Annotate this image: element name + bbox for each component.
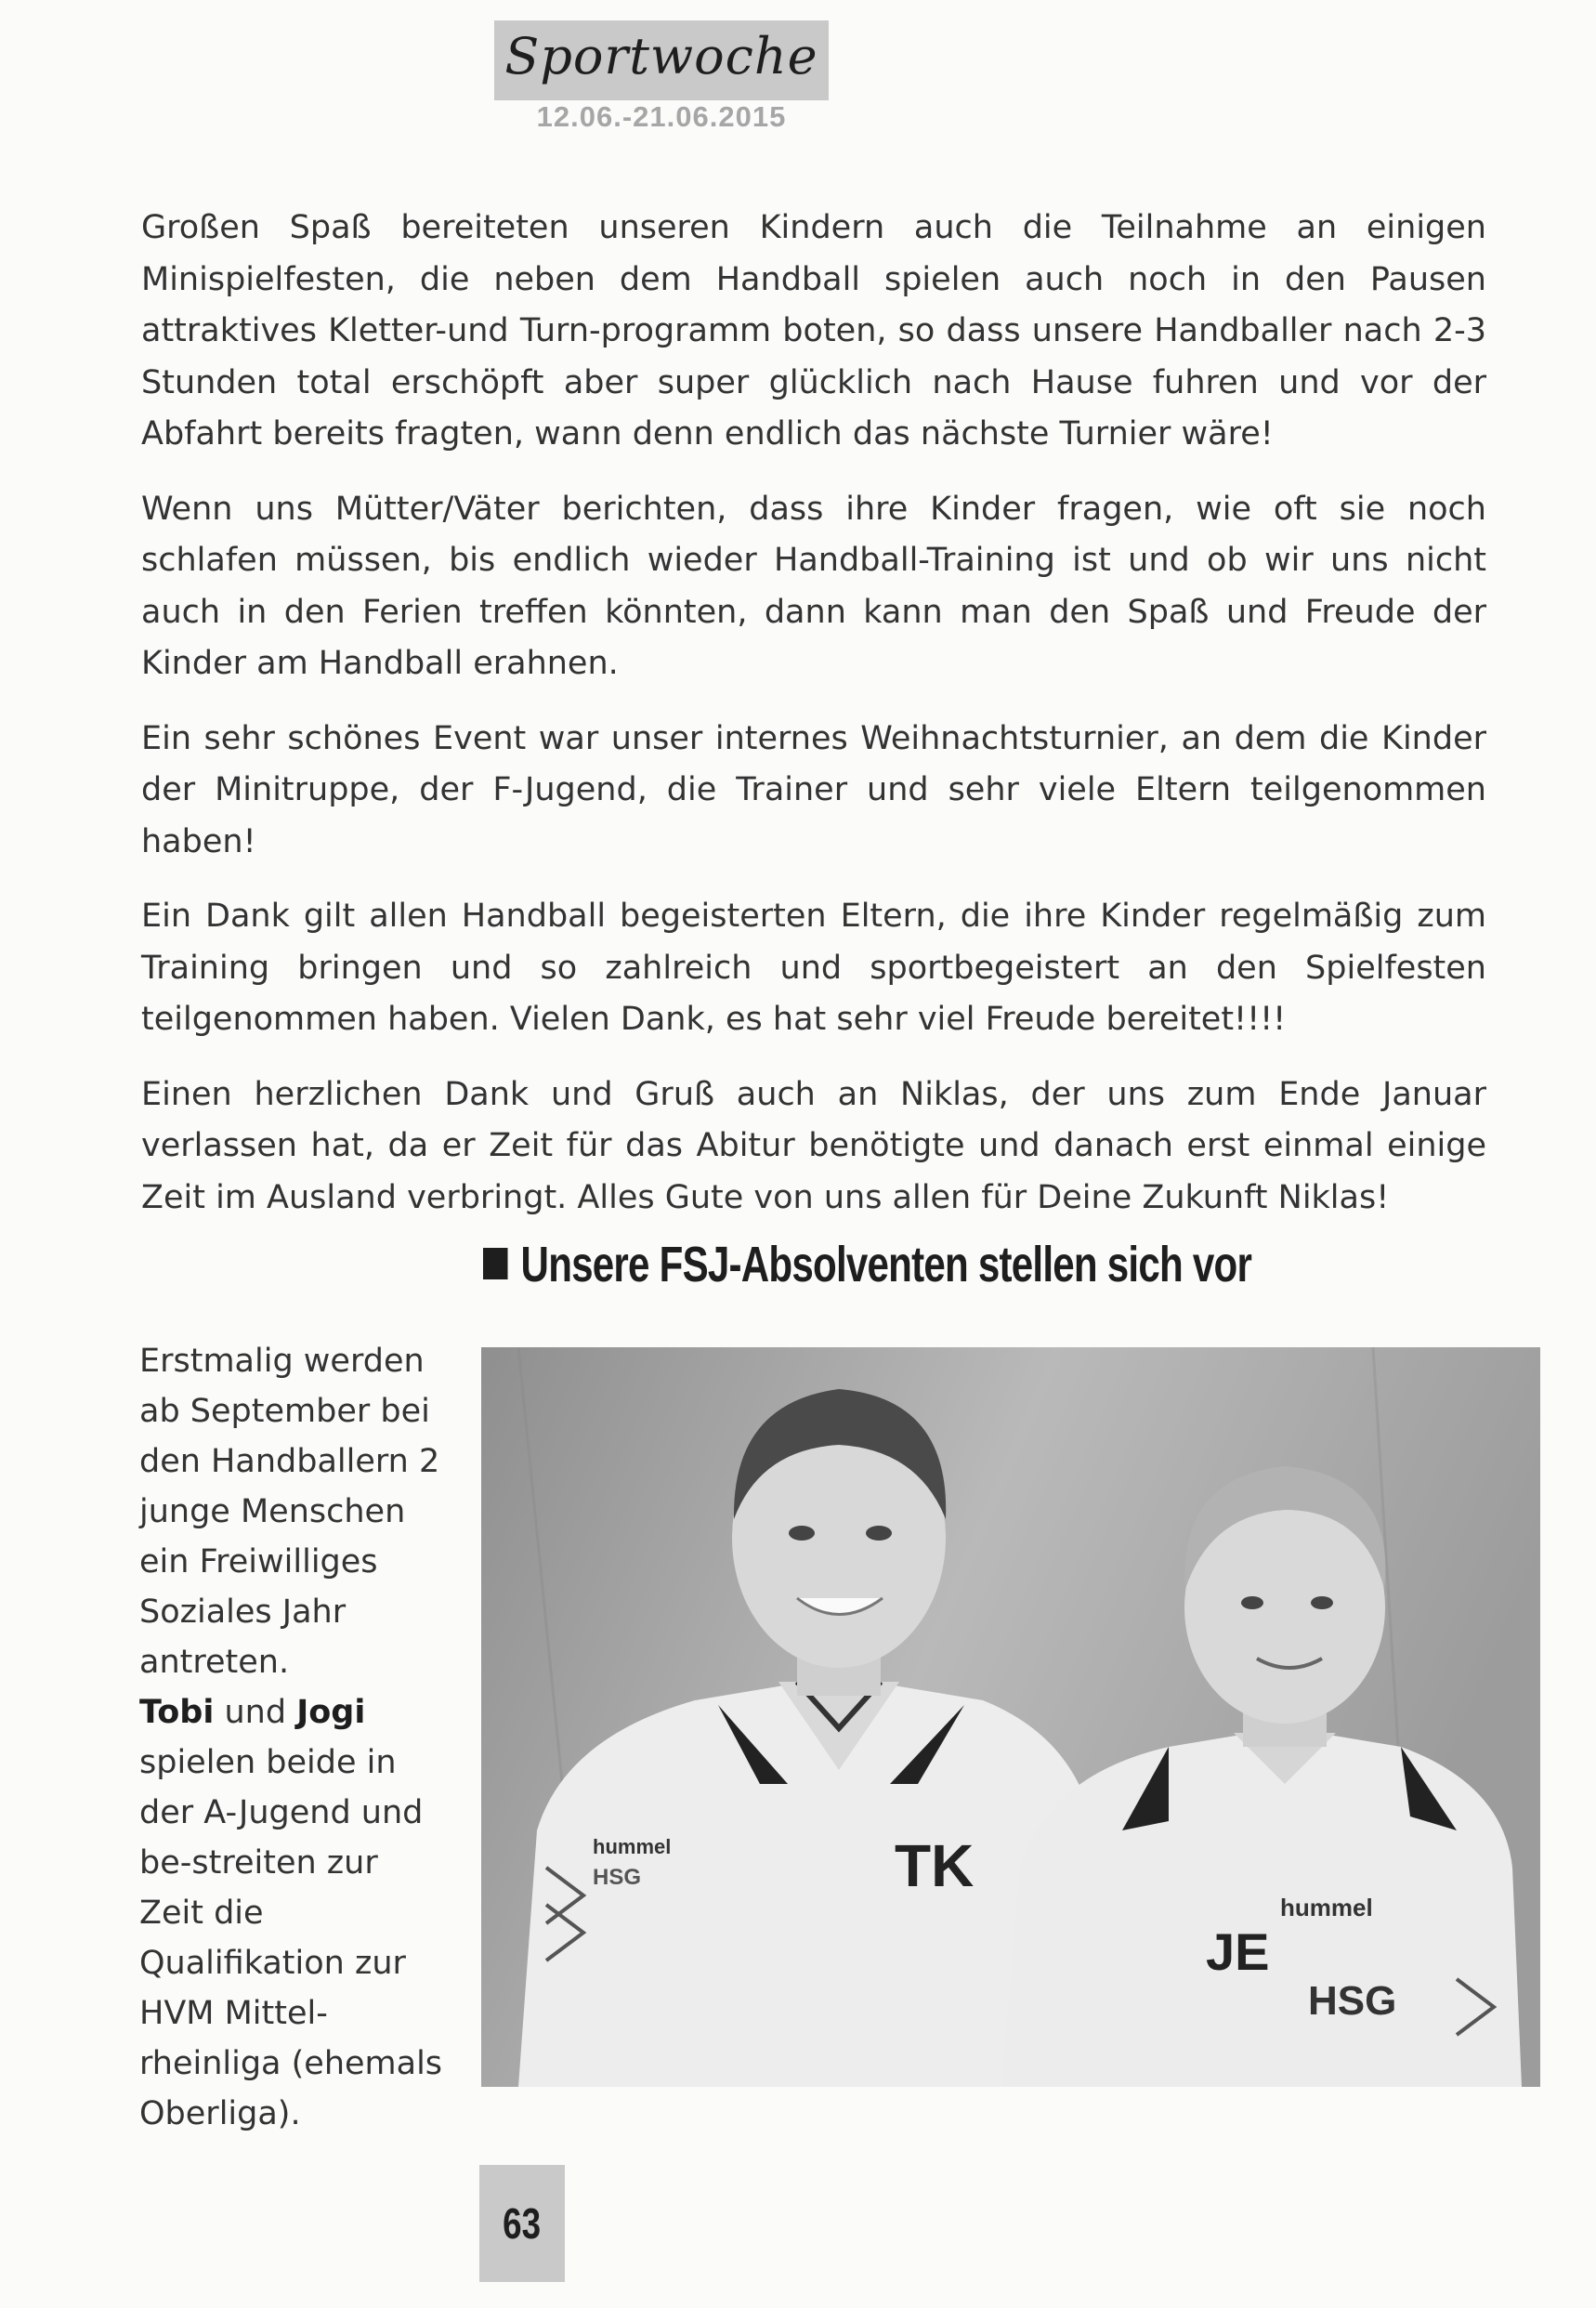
side-text bbox=[139, 1336, 446, 2139]
shirt-right-brand: hummel bbox=[1280, 1894, 1373, 1921]
article-body bbox=[141, 203, 1486, 1247]
side-text-intro: Erstmalig werden ab September bei den Handballern 2 junge Menschen ein Freiwilliges Soziales Jahr antreten. bbox=[139, 1343, 440, 1681]
page-number: 63 bbox=[503, 2199, 542, 2248]
side-text-connector: und bbox=[224, 1694, 287, 1731]
shirt-right-initials: JE bbox=[1206, 1922, 1270, 1981]
paragraph: Einen herzlichen Dank und Gruß auch an Niklas, der uns zum Ende Januar verlassen hat, da er Zeit für das Abitur benötigte und danach erst einmal einige Zeit im Ausland verbringt. Alles Gute von uns allen für Deine Zukunft Niklas! bbox=[141, 1075, 1486, 1216]
square-bullet-icon bbox=[483, 1248, 508, 1279]
page-number-box bbox=[479, 2165, 565, 2282]
name-tobi: Tobi bbox=[139, 1694, 215, 1731]
paragraph: Großen Spaß bereiteten unseren Kindern auch die Teilnahme an einigen Minispielfesten, die neben dem Handball spielen auch noch in den Pausen attraktives Kletter-und Turn-programm boten, so dass unsere Handballer nach 2-3 Stunden total erschöpft aber super glücklich nach Hause fuhren und vor der Abfahrt bereits fragten, wann denn endlich das nächste Turnier wäre! bbox=[141, 209, 1486, 452]
team-photo-illustration bbox=[481, 1347, 1540, 2087]
team-photo bbox=[481, 1347, 1540, 2087]
shirt-left-club: HSG bbox=[593, 1865, 642, 1890]
side-text-details: spielen beide in der A-Jugend und be-streiten zur Zeit die Qualifikation zur HVM Mittel-rheinliga (ehemals Oberliga). bbox=[139, 1744, 443, 2132]
shirt-right-club: HSG bbox=[1308, 1978, 1397, 2024]
section-heading bbox=[483, 1236, 1251, 1293]
section-heading-text: Unsere FSJ-Absolventen stellen sich vor bbox=[520, 1237, 1252, 1292]
paragraph: Wenn uns Mütter/Väter berichten, dass ihre Kinder fragen, wie oft sie noch schlafen müssen, bis endlich wieder Handball-Training ist und ob wir uns nicht auch in den Ferien treffen könnten, dann kann man den Spaß und Freude der Kinder am Handball erahnen. bbox=[141, 490, 1486, 682]
shirt-left-brand: hummel bbox=[593, 1835, 672, 1858]
logo-text: Sportwoche bbox=[504, 27, 818, 85]
name-jogi: Jogi bbox=[296, 1694, 366, 1731]
paragraph: Ein sehr schönes Event war unser internes Weihnachtsturnier, an dem die Kinder der Minitruppe, der F-Jugend, die Trainer und sehr viele Eltern teilgenommen haben! bbox=[141, 719, 1486, 860]
shirt-left-initials: TK bbox=[895, 1832, 975, 1899]
header-date: 12.06.-21.06.2015 bbox=[536, 100, 787, 133]
header-logo bbox=[494, 20, 829, 100]
paragraph: Ein Dank gilt allen Handball begeisterten Eltern, die ihre Kinder regelmäßig zum Training bringen und so zahlreich und sportbegeistert an den Spielfesten teilgenommen haben. Vielen Dank, es hat sehr viel Freude bereitet!!!! bbox=[141, 898, 1486, 1038]
